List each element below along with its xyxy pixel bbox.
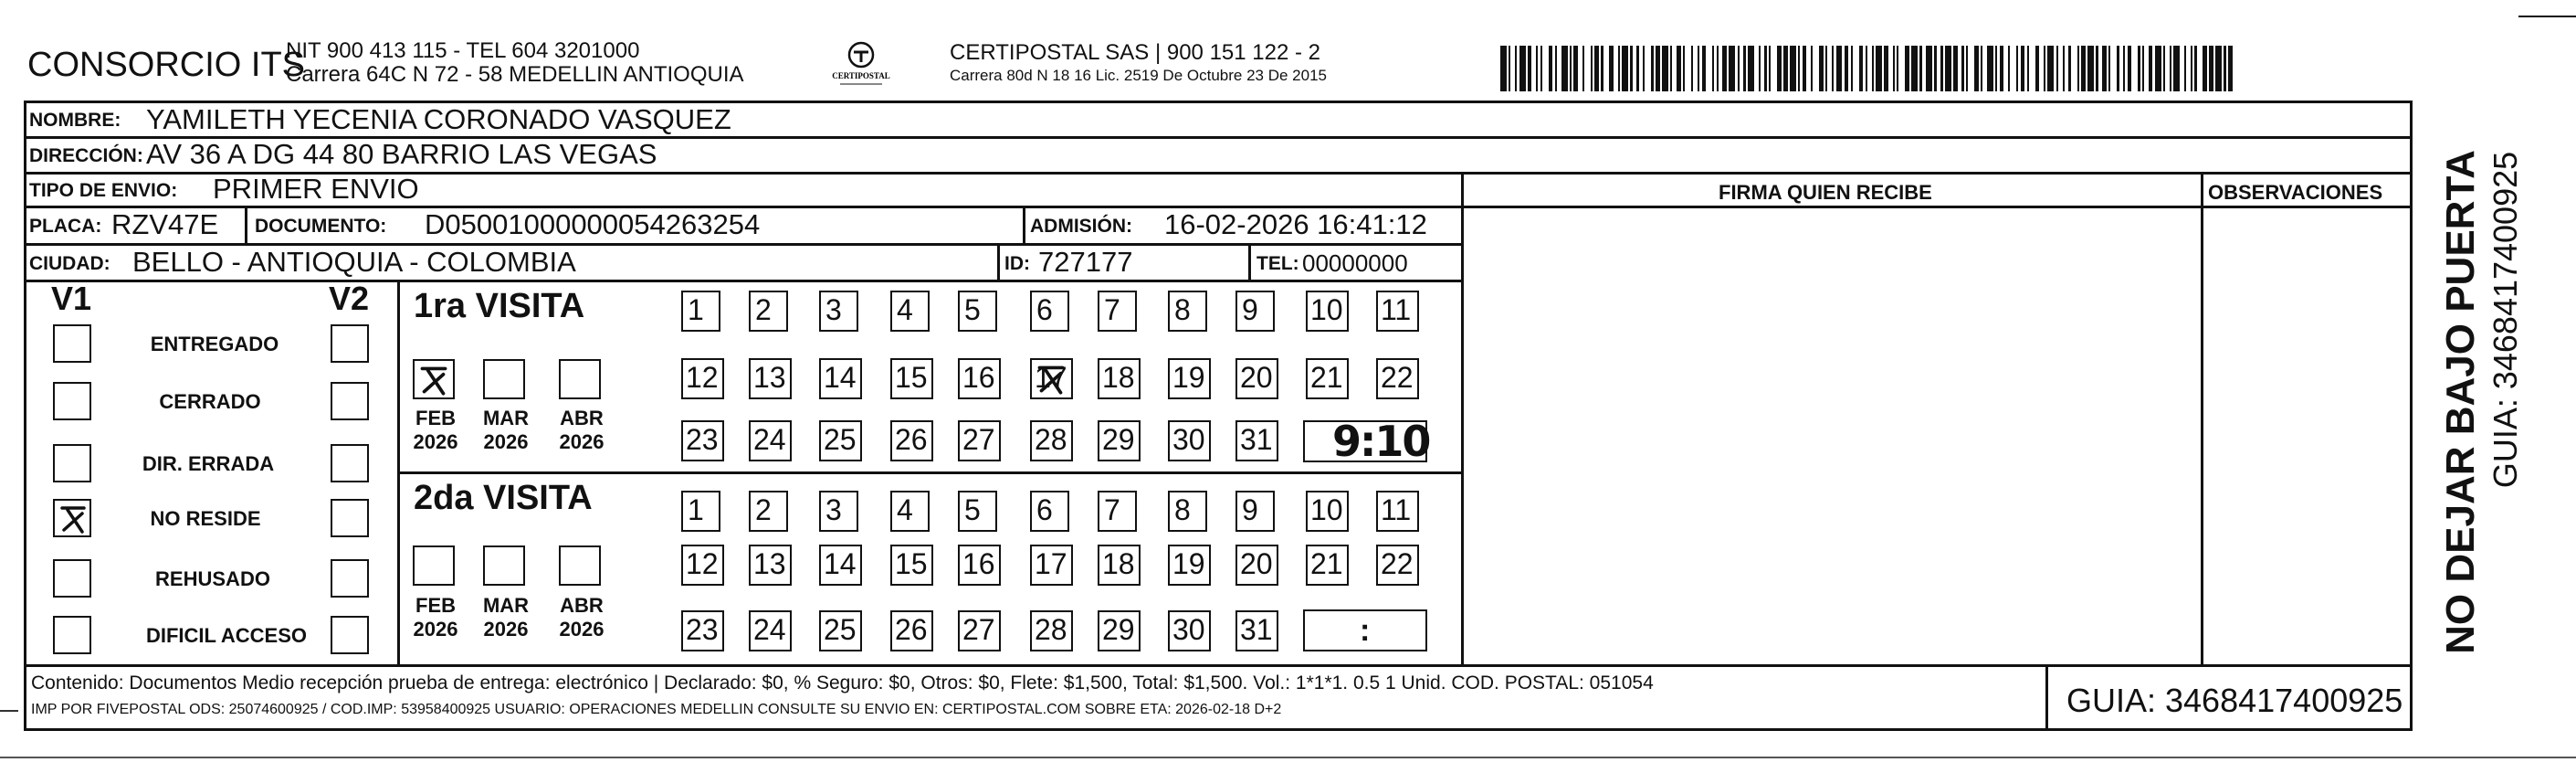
v2-header: V2 [329,280,370,317]
day-box[interactable] [1168,491,1207,532]
status-label: DIR. ERRADA [142,452,275,475]
day-number: 12 [686,361,719,394]
day-box[interactable] [1168,545,1211,586]
check-mark-icon [1032,360,1070,398]
nombre-label: NOMBRE: [29,110,121,131]
barcode-bar [1968,46,1974,91]
day-box[interactable] [1235,545,1278,586]
barcode-bar [1500,46,1507,91]
day-number: 27 [962,613,995,646]
row-divider [24,280,1461,282]
status-label: REHUSADO [155,567,270,590]
footer-guia: GUIA: 3468417400925 [2066,682,2403,719]
barcode-bar [1706,46,1712,91]
certipostal-line: CERTIPOSTAL SAS | 900 151 122 - 2 [950,40,1320,65]
day-box[interactable] [1376,358,1419,399]
v2-checkbox[interactable] [331,382,369,420]
barcode-bar [1685,46,1691,91]
day-number: 7 [1104,293,1120,326]
tipo-label: TIPO DE ENVIO: [29,180,178,201]
col-divider [1461,172,1464,665]
day-box[interactable] [1030,420,1073,461]
day-number: 28 [1035,423,1067,456]
day-number: 13 [753,361,786,394]
placa-label: PLACA: [29,216,102,237]
day-box[interactable] [1098,358,1141,399]
day-number: 23 [686,423,719,456]
col-divider [1248,243,1251,281]
direccion-value: AV 36 A DG 44 80 BARRIO LAS VEGAS [146,138,657,170]
day-number: 19 [1172,361,1205,394]
day-box[interactable] [1030,491,1069,532]
barcode-bar [1561,46,1568,91]
day-number: 23 [686,613,719,646]
day-number: 16 [962,547,995,580]
day-number: 30 [1172,613,1205,646]
documento-value: D05001000000054263254 [425,208,761,240]
admision-label: ADMISIÓN: [1030,216,1132,237]
v2-checkbox[interactable] [331,444,369,482]
month-label [557,594,606,641]
barcode-bar [1876,46,1882,91]
v1-checkbox[interactable] [53,324,91,363]
day-number: 18 [1102,361,1135,394]
tel-label: TEL: [1256,253,1299,274]
month-label [411,594,460,641]
day-box[interactable] [958,491,997,532]
day-box[interactable] [1235,491,1275,532]
status-label: CERRADO [159,390,261,413]
tel-value: 00000000 [1302,249,1408,277]
day-number: 22 [1381,361,1414,394]
day-box[interactable] [890,291,930,332]
month-name: MAR [482,407,530,429]
day-number: 11 [1381,493,1412,526]
day-number: 26 [895,423,928,456]
visit2-time: : [1360,613,1371,648]
day-number: 3 [825,493,842,526]
day-number: 18 [1102,547,1135,580]
barcode-bar [2029,46,2035,91]
day-number: 10 [1310,293,1343,326]
month-year: 2026 [413,618,458,641]
v1-header: V1 [51,280,92,317]
col-divider [245,206,247,244]
ciudad-value: BELLO - ANTIOQUIA - COLOMBIA [132,246,576,278]
day-box[interactable] [1376,491,1419,532]
v2-checkbox[interactable] [331,499,369,537]
day-number: 29 [1102,613,1135,646]
day-box[interactable] [958,291,997,332]
day-number: 12 [686,547,719,580]
day-box[interactable] [890,545,933,586]
visit2-time-box[interactable] [1303,609,1427,651]
barcode-bar [2131,46,2138,91]
month-checkbox-mar[interactable] [483,359,525,399]
month-name: FEB [415,594,456,617]
month-year: 2026 [559,618,605,641]
day-number: 17 [1035,547,1067,580]
barcode-bar [1519,46,1526,91]
day-number: 13 [753,547,786,580]
day-box[interactable] [1235,420,1278,461]
check-mark-icon [415,361,453,399]
left-tick [0,710,18,712]
day-box[interactable] [749,358,792,399]
day-number: 8 [1174,293,1191,326]
day-box[interactable] [1376,545,1419,586]
barcode-bar [1771,46,1777,91]
visit1-time-box[interactable] [1303,417,1430,466]
day-box[interactable] [819,545,862,586]
corner-line [2518,16,2576,17]
day-number: 20 [1240,361,1273,394]
month-name: ABR [560,407,604,429]
side-warning: NO DEJAR BAJO PUERTA [2438,150,2483,654]
month-name: MAR [482,594,530,617]
barcode-bar [1836,46,1843,91]
day-box[interactable] [1168,358,1211,399]
v1-checkbox[interactable] [53,499,91,537]
day-number: 14 [824,547,857,580]
tipo-value: PRIMER ENVIO [213,173,419,205]
day-box[interactable] [749,291,788,332]
month-checkbox-feb[interactable] [413,359,455,399]
barcode-bar [2087,46,2094,91]
barcode-bar [1898,46,1905,91]
address-line: Carrera 64C N 72 - 58 MEDELLIN ANTIOQUIA [286,62,744,87]
check-mark-icon [55,501,91,537]
day-number: 31 [1240,613,1273,646]
day-number: 6 [1036,493,1053,526]
barcode-bar [1911,46,1918,91]
visit1-title: 1ra VISITA [414,287,585,325]
month-label [411,407,460,454]
day-number: 26 [895,613,928,646]
barcode-bar [2010,46,2016,91]
day-box[interactable] [958,545,1001,586]
barcode-bar [2110,46,2117,91]
certipostal-logo [829,38,893,93]
day-box[interactable] [1098,545,1141,586]
month-name: FEB [415,407,456,429]
barcode-bar [1987,46,1993,91]
day-number: 25 [824,613,857,646]
day-number: 5 [964,293,981,326]
day-number: 3 [825,293,842,326]
day-number: 25 [824,423,857,456]
day-number: 6 [1036,293,1053,326]
day-number: 9 [1242,293,1258,326]
barcode-bar [1729,46,1735,91]
day-box[interactable] [1168,420,1211,461]
day-box[interactable] [890,610,933,651]
day-box[interactable] [1235,610,1278,651]
month-checkbox-abr[interactable] [559,359,601,399]
barcode-bar [2173,46,2180,91]
day-box[interactable] [749,610,792,651]
day-box[interactable] [890,358,933,399]
month-checkbox-feb[interactable] [413,545,455,586]
day-box[interactable] [1098,610,1141,651]
day-box[interactable] [1168,610,1211,651]
v1-checkbox[interactable] [53,559,91,598]
barcode-bar [2071,46,2077,91]
visit1-time: 9:10 [1332,417,1430,466]
nit-line: NIT 900 413 115 - TEL 604 3201000 [286,38,640,63]
company-name: CONSORCIO ITS [27,46,306,84]
day-box[interactable] [1376,291,1419,332]
barcode-bar [1790,46,1796,91]
barcode-bar [1748,46,1754,91]
day-number: 22 [1381,547,1414,580]
col-divider [997,243,1000,281]
day-box[interactable] [1030,610,1073,651]
day-box[interactable] [1306,491,1349,532]
day-number: 15 [895,547,928,580]
direccion-label: DIRECCIÓN: [29,145,143,166]
day-number: 14 [824,361,857,394]
day-box[interactable] [749,491,788,532]
day-number: 2 [755,293,772,326]
month-year: 2026 [483,430,529,453]
day-number: 24 [753,613,786,646]
day-number: 4 [897,293,913,326]
day-box[interactable] [681,420,724,461]
day-box[interactable] [681,491,720,532]
status-label: ENTREGADO [150,333,279,355]
day-box[interactable] [681,358,724,399]
day-box[interactable] [819,491,858,532]
day-number: 21 [1310,547,1343,580]
row-divider [24,664,2413,667]
status-label: NO RESIDE [150,507,261,530]
day-box[interactable] [1030,545,1073,586]
barcode-bar [2233,46,2237,91]
day-number: 16 [962,361,995,394]
day-box[interactable] [1306,358,1349,399]
day-box[interactable] [1306,291,1349,332]
barcode-bar [1542,46,1549,91]
firma-header: FIRMA QUIEN RECIBE [1719,181,1932,204]
day-box[interactable] [1306,545,1349,586]
month-label [481,594,531,641]
month-label [557,407,606,454]
day-number: 15 [895,361,928,394]
barcode-bar [2047,46,2054,91]
bottom-line [0,757,2576,758]
day-box[interactable] [681,545,724,586]
day-box[interactable] [1098,491,1137,532]
day-number: 30 [1172,423,1205,456]
barcode-bar [1853,46,1859,91]
day-box[interactable] [890,491,930,532]
month-checkbox-abr[interactable] [559,545,601,586]
documento-label: DOCUMENTO: [255,216,387,237]
day-box[interactable] [1098,291,1137,332]
barcode-bar [2197,46,2203,91]
day-number: 19 [1172,547,1205,580]
barcode-bar [1662,46,1668,91]
status-label: DIFICIL ACCESO [145,624,308,647]
day-box[interactable] [819,420,862,461]
day-box[interactable] [1030,291,1069,332]
day-number: 29 [1102,423,1135,456]
visit2-title: 2da VISITA [414,479,593,517]
day-box[interactable] [890,420,933,461]
day-number: 8 [1174,493,1191,526]
day-number: 24 [753,423,786,456]
day-number: 4 [897,493,913,526]
day-box[interactable] [819,358,862,399]
id-value: 727177 [1038,246,1133,278]
month-year: 2026 [559,430,605,453]
day-number: 9 [1242,493,1258,526]
barcode [1500,46,2240,91]
day-box[interactable] [819,610,862,651]
day-box[interactable] [749,545,792,586]
col-divider [2045,664,2048,731]
footer-imp: IMP POR FIVEPOSTAL ODS: 25074600925 / COD.IMP: 53958400925 USUARIO: OPERACIONES MEDELLIN CONSULTE SU ENVIO EN: CERTIPOSTAL.COM SOBRE ETA: 2026-02-18 D+2 [31,702,1282,717]
barcode-bar [1622,46,1628,91]
day-number: 7 [1104,493,1120,526]
day-box[interactable] [1030,358,1073,399]
v2-checkbox[interactable] [331,559,369,598]
day-box[interactable] [819,291,858,332]
day-box[interactable] [1168,291,1207,332]
logo-text: CERTIPOSTAL [832,71,890,80]
day-box[interactable] [958,610,1001,651]
day-box[interactable] [681,610,724,651]
day-box[interactable] [681,291,720,332]
day-number: 31 [1240,423,1273,456]
day-number: 5 [964,493,981,526]
day-number: 20 [1240,547,1273,580]
v2-checkbox[interactable] [331,616,369,654]
v1-checkbox[interactable] [53,444,91,482]
day-box[interactable] [1235,291,1275,332]
day-box[interactable] [1235,358,1278,399]
barcode-bar [1945,46,1951,91]
id-label: ID: [1004,253,1030,274]
day-number: 1 [688,493,704,526]
month-checkbox-mar[interactable] [483,545,525,586]
day-number: 1 [688,293,704,326]
col-divider [2201,172,2203,665]
barcode-bar [2215,46,2222,91]
ciudad-label: CIUDAD: [29,253,110,274]
day-number: 27 [962,423,995,456]
day-box[interactable] [958,420,1001,461]
day-box[interactable] [749,420,792,461]
month-name: ABR [560,594,604,617]
day-number: 10 [1310,493,1343,526]
observaciones-header: OBSERVACIONES [2208,181,2383,204]
barcode-bar [1645,46,1651,91]
footer-contenido: Contenido: Documentos Medio recepción prueba de entrega: electrónico | Declarado: $0, % Seguro: $0, Otros: $0, Flete: $1,500, Total: $1,500. Vol.: 1*1*1. 0.5 1 Unid. COD. POSTAL: 051054 [31,672,1654,694]
month-label [481,407,531,454]
barcode-bar [1926,46,1932,91]
barcode-bar [1603,46,1610,91]
col-divider [1023,206,1025,244]
day-number: 21 [1310,361,1343,394]
placa-value: RZV47E [111,208,219,240]
nombre-value: YAMILETH YECENIA CORONADO VASQUEZ [146,103,731,135]
day-number: 28 [1035,613,1067,646]
day-number: 2 [755,493,772,526]
admision-value: 16-02-2026 16:41:12 [1164,208,1427,240]
v2-checkbox[interactable] [331,324,369,363]
v1-checkbox[interactable] [53,382,91,420]
barcode-bar [2155,46,2161,91]
day-box[interactable] [958,358,1001,399]
license-line: Carrera 80d N 18 16 Lic. 2519 De Octubre 23 De 2015 [950,67,1327,84]
day-box[interactable] [1098,420,1141,461]
col-divider [397,471,1461,474]
day-number: 17 [1035,361,1067,394]
barcode-bar [1584,46,1591,91]
side-guia: GUIA: 3468417400925 [2487,151,2524,489]
barcode-bar [1813,46,1819,91]
month-year: 2026 [413,430,458,453]
month-year: 2026 [483,618,529,641]
v1-checkbox[interactable] [53,616,91,654]
day-number: 11 [1381,293,1412,326]
